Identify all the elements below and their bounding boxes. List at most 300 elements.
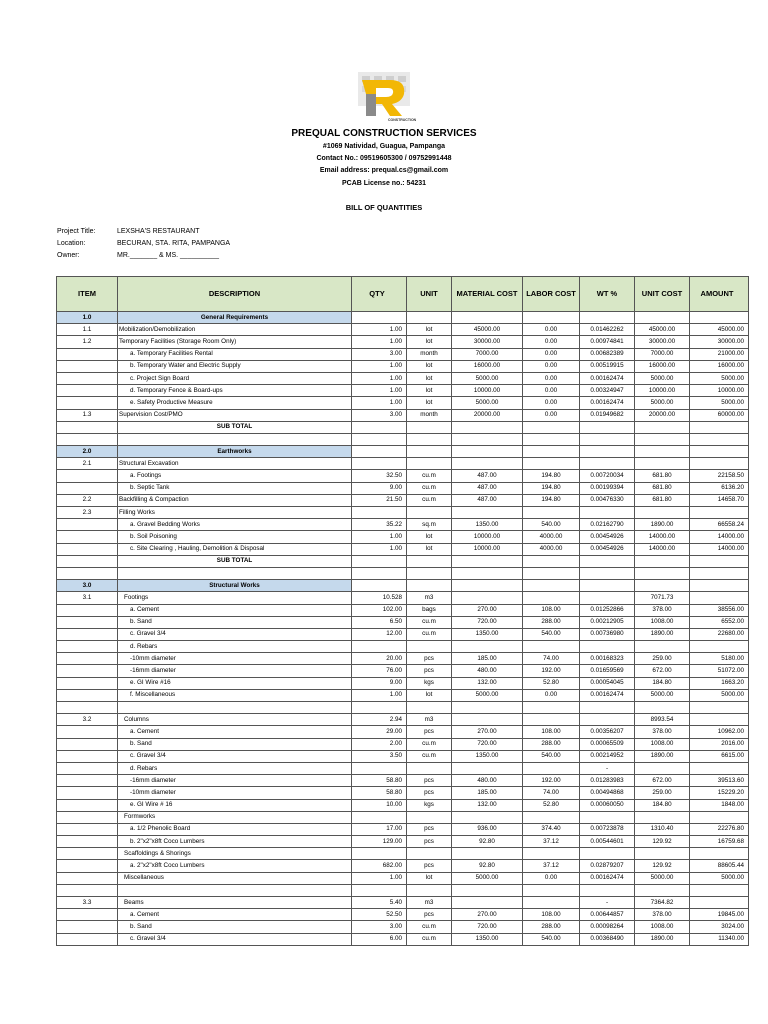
blank-row xyxy=(57,884,749,896)
description-cell: Supervision Cost/PMO xyxy=(118,409,352,421)
table-row xyxy=(57,933,749,945)
wt-percent-cell: 0.00720034 xyxy=(580,470,635,482)
amount-cell: 6136.20 xyxy=(690,482,749,494)
item-cell xyxy=(57,470,118,482)
unit-cell: cu.m xyxy=(407,628,452,640)
item-cell xyxy=(57,372,118,384)
amount-cell: 14000.00 xyxy=(690,543,749,555)
project-title-row xyxy=(57,228,200,235)
amount-cell xyxy=(690,884,749,896)
unit-cell: cu.m xyxy=(407,470,452,482)
unit-cell: pcs xyxy=(407,787,452,799)
material-cost-cell xyxy=(452,555,523,567)
unit-cell: cu.m xyxy=(407,750,452,762)
wt-percent-cell: 0.00356207 xyxy=(580,726,635,738)
unit-cost-cell: 1008.00 xyxy=(635,616,690,628)
wt-percent-cell xyxy=(580,421,635,433)
labor-cost-cell: 540.00 xyxy=(523,750,580,762)
qty-cell: 35.22 xyxy=(352,519,407,531)
labor-cost-cell: 194.80 xyxy=(523,470,580,482)
bill-of-quantities-table xyxy=(56,276,749,946)
wt-percent-cell xyxy=(580,507,635,519)
item-cell: 2.1 xyxy=(57,458,118,470)
project-owner-value: MR._______ & MS. __________ xyxy=(117,252,219,259)
material-cost-cell xyxy=(452,884,523,896)
description-cell: a. Footings xyxy=(118,470,352,482)
labor-cost-cell xyxy=(523,702,580,714)
material-cost-cell xyxy=(452,567,523,579)
qty-cell: 1.00 xyxy=(352,324,407,336)
description-cell: d. Temporary Fence & Board-ups xyxy=(118,385,352,397)
wt-percent-cell: 0.00212905 xyxy=(580,616,635,628)
description-cell: b. Temporary Water and Electric Supply xyxy=(118,360,352,372)
unit-cost-cell xyxy=(635,312,690,324)
amount-cell xyxy=(690,567,749,579)
item-cell: 3.3 xyxy=(57,897,118,909)
labor-cost-cell: 192.00 xyxy=(523,665,580,677)
qty-cell: 76.00 xyxy=(352,665,407,677)
material-cost-cell: 720.00 xyxy=(452,616,523,628)
unit-cost-cell: 129.92 xyxy=(635,860,690,872)
description-cell: e. GI Wire # 16 xyxy=(118,799,352,811)
amount-cell: 38556.00 xyxy=(690,604,749,616)
company-address: #1069 Natividad, Guagua, Pampanga xyxy=(322,143,446,150)
amount-cell: 3024.00 xyxy=(690,921,749,933)
unit-cost-cell: 378.00 xyxy=(635,726,690,738)
amount-cell xyxy=(690,507,749,519)
material-cost-cell: 5000.00 xyxy=(452,397,523,409)
material-cost-cell: 185.00 xyxy=(452,653,523,665)
qty-cell: 6.00 xyxy=(352,933,407,945)
unit-cell xyxy=(407,762,452,774)
unit-cell: m3 xyxy=(407,897,452,909)
unit-cost-cell xyxy=(635,458,690,470)
project-owner-label: Owner: xyxy=(57,252,80,259)
item-cell xyxy=(57,823,118,835)
header-item: ITEM xyxy=(57,277,118,312)
description-cell xyxy=(118,702,352,714)
item-cell xyxy=(57,884,118,896)
unit-cost-cell: 5000.00 xyxy=(635,372,690,384)
description-cell: a. 2"x2"x8ft Coco Lumbers xyxy=(118,860,352,872)
material-cost-cell xyxy=(452,702,523,714)
item-cell xyxy=(57,628,118,640)
amount-cell: 15229.20 xyxy=(690,787,749,799)
unit-cost-cell xyxy=(635,848,690,860)
labor-cost-cell: 0.00 xyxy=(523,348,580,360)
qty-cell: 12.00 xyxy=(352,628,407,640)
material-cost-cell: 45000.00 xyxy=(452,324,523,336)
section-row xyxy=(57,312,749,324)
description-cell: a. 1/2 Phenolic Board xyxy=(118,823,352,835)
unit-cost-cell: 681.80 xyxy=(635,482,690,494)
unit-cell: cu.m xyxy=(407,616,452,628)
unit-cost-cell xyxy=(635,567,690,579)
labor-cost-cell: 108.00 xyxy=(523,726,580,738)
wt-percent-cell: 0.00368490 xyxy=(580,933,635,945)
item-cell: 1.0 xyxy=(57,312,118,324)
unit-cost-cell: 129.92 xyxy=(635,836,690,848)
unit-cost-cell: 184.80 xyxy=(635,677,690,689)
amount-cell: 16759.68 xyxy=(690,836,749,848)
table-row xyxy=(57,787,749,799)
wt-percent-cell xyxy=(580,555,635,567)
amount-cell: 30000.00 xyxy=(690,336,749,348)
logo-text: CONSTRUCTION xyxy=(388,118,417,122)
description-cell: Mobilization/Demobilization xyxy=(118,324,352,336)
project-owner-row xyxy=(57,252,219,259)
unit-cost-cell: 681.80 xyxy=(635,494,690,506)
labor-cost-cell xyxy=(523,580,580,592)
project-title-label: Project Title: xyxy=(57,228,96,235)
item-cell xyxy=(57,616,118,628)
wt-percent-cell: 0.00644857 xyxy=(580,909,635,921)
unit-cell: pcs xyxy=(407,653,452,665)
material-cost-cell: 10000.00 xyxy=(452,543,523,555)
blank-row xyxy=(57,702,749,714)
material-cost-cell xyxy=(452,897,523,909)
qty-cell xyxy=(352,848,407,860)
material-cost-cell xyxy=(452,811,523,823)
wt-percent-cell xyxy=(580,446,635,458)
qty-cell: 21.50 xyxy=(352,494,407,506)
item-cell xyxy=(57,811,118,823)
unit-cost-cell: 8993.54 xyxy=(635,714,690,726)
unit-cell: pcs xyxy=(407,823,452,835)
item-cell xyxy=(57,799,118,811)
unit-cost-cell: 1890.00 xyxy=(635,628,690,640)
wt-percent-cell xyxy=(580,458,635,470)
unit-cell: month xyxy=(407,348,452,360)
unit-cell: m3 xyxy=(407,592,452,604)
amount-cell: 19845.00 xyxy=(690,909,749,921)
material-cost-cell: 20000.00 xyxy=(452,409,523,421)
item-cell xyxy=(57,860,118,872)
labor-cost-cell xyxy=(523,897,580,909)
table-row xyxy=(57,677,749,689)
wt-percent-cell: 0.00054045 xyxy=(580,677,635,689)
document-title: BILL OF QUANTITIES xyxy=(345,203,423,212)
labor-cost-cell xyxy=(523,762,580,774)
item-cell xyxy=(57,360,118,372)
amount-cell xyxy=(690,458,749,470)
description-cell: d. Rebars xyxy=(118,762,352,774)
table-row xyxy=(57,726,749,738)
material-cost-cell: 185.00 xyxy=(452,787,523,799)
labor-cost-cell: 0.00 xyxy=(523,409,580,421)
subtotal-row xyxy=(57,555,749,567)
description-cell: e. GI Wire #16 xyxy=(118,677,352,689)
amount-cell: 39513.60 xyxy=(690,775,749,787)
labor-cost-cell: 37.12 xyxy=(523,860,580,872)
amount-cell: 5000.00 xyxy=(690,397,749,409)
material-cost-cell: 10000.00 xyxy=(452,385,523,397)
material-cost-cell xyxy=(452,507,523,519)
material-cost-cell: 10000.00 xyxy=(452,531,523,543)
unit-cost-cell: 672.00 xyxy=(635,775,690,787)
item-cell xyxy=(57,689,118,701)
company-license: PCAB License no.: 54231 xyxy=(341,180,427,187)
unit-cell: pcs xyxy=(407,665,452,677)
material-cost-cell: 5000.00 xyxy=(452,872,523,884)
amount-cell: 5000.00 xyxy=(690,872,749,884)
labor-cost-cell xyxy=(523,458,580,470)
description-cell: a. Cement xyxy=(118,604,352,616)
amount-cell xyxy=(690,811,749,823)
header-description: DESCRIPTION xyxy=(118,277,352,312)
header-labor-cost: LABOR COST xyxy=(523,277,580,312)
qty-cell: 1.00 xyxy=(352,397,407,409)
item-cell xyxy=(57,921,118,933)
table-row xyxy=(57,641,749,653)
item-cell xyxy=(57,385,118,397)
material-cost-cell xyxy=(452,580,523,592)
table-row xyxy=(57,360,749,372)
wt-percent-cell: 0.01462262 xyxy=(580,324,635,336)
table-row xyxy=(57,897,749,909)
description-cell: Scaffoldings & Shorings xyxy=(118,848,352,860)
header-material-cost: MATERIAL COST xyxy=(452,277,523,312)
unit-cell: lot xyxy=(407,360,452,372)
wt-percent-cell: 0.00162474 xyxy=(580,372,635,384)
wt-percent-cell xyxy=(580,702,635,714)
unit-cost-cell: 259.00 xyxy=(635,787,690,799)
unit-cost-cell xyxy=(635,641,690,653)
amount-cell: 88605.44 xyxy=(690,860,749,872)
description-cell: Formworks xyxy=(118,811,352,823)
qty-cell: 29.00 xyxy=(352,726,407,738)
wt-percent-cell: 0.00494868 xyxy=(580,787,635,799)
material-cost-cell: 480.00 xyxy=(452,775,523,787)
material-cost-cell xyxy=(452,421,523,433)
amount-cell: 6552.00 xyxy=(690,616,749,628)
unit-cost-cell: 259.00 xyxy=(635,653,690,665)
material-cost-cell xyxy=(452,641,523,653)
amount-cell xyxy=(690,555,749,567)
labor-cost-cell xyxy=(523,446,580,458)
qty-cell: 2.94 xyxy=(352,714,407,726)
wt-percent-cell xyxy=(580,580,635,592)
unit-cell: cu.m xyxy=(407,494,452,506)
description-cell: -16mm diameter xyxy=(118,665,352,677)
description-cell: SUB TOTAL xyxy=(118,555,352,567)
unit-cost-cell: 45000.00 xyxy=(635,324,690,336)
qty-cell: 1.00 xyxy=(352,360,407,372)
item-cell: 2.3 xyxy=(57,507,118,519)
unit-cell: m3 xyxy=(407,714,452,726)
qty-cell: 10.00 xyxy=(352,799,407,811)
description-cell: Filling Works xyxy=(118,507,352,519)
project-location-label: Location: xyxy=(57,240,86,247)
item-cell: 3.1 xyxy=(57,592,118,604)
labor-cost-cell: 52.80 xyxy=(523,799,580,811)
amount-cell: 60000.00 xyxy=(690,409,749,421)
item-cell: 1.3 xyxy=(57,409,118,421)
item-cell: 1.1 xyxy=(57,324,118,336)
labor-cost-cell xyxy=(523,555,580,567)
labor-cost-cell: 540.00 xyxy=(523,628,580,640)
item-cell xyxy=(57,836,118,848)
labor-cost-cell: 0.00 xyxy=(523,872,580,884)
qty-cell xyxy=(352,811,407,823)
wt-percent-cell: 0.00065509 xyxy=(580,738,635,750)
labor-cost-cell xyxy=(523,884,580,896)
table-row xyxy=(57,811,749,823)
amount-cell: 14000.00 xyxy=(690,531,749,543)
item-cell xyxy=(57,604,118,616)
labor-cost-cell: 0.00 xyxy=(523,324,580,336)
labor-cost-cell: 288.00 xyxy=(523,616,580,628)
unit-cost-cell xyxy=(635,762,690,774)
labor-cost-cell: 4000.00 xyxy=(523,531,580,543)
description-cell: c. Gravel 3/4 xyxy=(118,750,352,762)
labor-cost-cell: 194.80 xyxy=(523,494,580,506)
item-cell xyxy=(57,872,118,884)
amount-cell xyxy=(690,897,749,909)
material-cost-cell: 5000.00 xyxy=(452,689,523,701)
labor-cost-cell: 0.00 xyxy=(523,397,580,409)
labor-cost-cell xyxy=(523,811,580,823)
description-cell: c. Site Clearing , Hauling, Demolition & Disposal xyxy=(118,543,352,555)
wt-percent-cell: 0.02879207 xyxy=(580,860,635,872)
item-cell xyxy=(57,665,118,677)
wt-percent-cell xyxy=(580,567,635,579)
unit-cost-cell xyxy=(635,446,690,458)
description-cell xyxy=(118,884,352,896)
unit-cost-cell xyxy=(635,555,690,567)
material-cost-cell: 92.80 xyxy=(452,860,523,872)
item-cell xyxy=(57,750,118,762)
unit-cell: cu.m xyxy=(407,921,452,933)
labor-cost-cell xyxy=(523,507,580,519)
unit-cell xyxy=(407,884,452,896)
qty-cell xyxy=(352,580,407,592)
unit-cell xyxy=(407,312,452,324)
amount-cell: 16000.00 xyxy=(690,360,749,372)
unit-cell xyxy=(407,567,452,579)
header-unit-cost: UNIT COST xyxy=(635,277,690,312)
labor-cost-cell: 37.12 xyxy=(523,836,580,848)
material-cost-cell: 5000.00 xyxy=(452,372,523,384)
item-cell xyxy=(57,848,118,860)
material-cost-cell: 132.00 xyxy=(452,799,523,811)
qty-cell: 20.00 xyxy=(352,653,407,665)
section-row xyxy=(57,580,749,592)
item-cell xyxy=(57,348,118,360)
item-cell xyxy=(57,933,118,945)
project-location-row xyxy=(57,240,230,247)
table-row xyxy=(57,324,749,336)
table-row xyxy=(57,519,749,531)
qty-cell: 1.00 xyxy=(352,689,407,701)
wt-percent-cell: 0.00162474 xyxy=(580,689,635,701)
item-cell: 2.2 xyxy=(57,494,118,506)
item-cell xyxy=(57,567,118,579)
amount-cell xyxy=(690,702,749,714)
description-cell: b. Sand xyxy=(118,921,352,933)
unit-cost-cell: 5000.00 xyxy=(635,872,690,884)
material-cost-cell: 1350.00 xyxy=(452,933,523,945)
labor-cost-cell: 288.00 xyxy=(523,738,580,750)
description-cell: -16mm diameter xyxy=(118,775,352,787)
table-row xyxy=(57,531,749,543)
description-cell: c. Gravel 3/4 xyxy=(118,933,352,945)
labor-cost-cell xyxy=(523,421,580,433)
unit-cell: cu.m xyxy=(407,482,452,494)
wt-percent-cell xyxy=(580,592,635,604)
labor-cost-cell: 374.40 xyxy=(523,823,580,835)
unit-cost-cell: 14000.00 xyxy=(635,543,690,555)
item-cell: 3.2 xyxy=(57,714,118,726)
unit-cost-cell xyxy=(635,702,690,714)
unit-cell: lot xyxy=(407,689,452,701)
wt-percent-cell xyxy=(580,811,635,823)
unit-cell: sq.m xyxy=(407,519,452,531)
qty-cell xyxy=(352,641,407,653)
description-cell: Backfilling & Compaction xyxy=(118,494,352,506)
material-cost-cell: 720.00 xyxy=(452,921,523,933)
wt-percent-cell xyxy=(580,312,635,324)
qty-cell xyxy=(352,446,407,458)
table-row xyxy=(57,750,749,762)
labor-cost-cell xyxy=(523,433,580,445)
amount-cell xyxy=(690,312,749,324)
material-cost-cell: 270.00 xyxy=(452,909,523,921)
wt-percent-cell: 0.00162474 xyxy=(580,872,635,884)
blank-row xyxy=(57,433,749,445)
wt-percent-cell: 0.00324947 xyxy=(580,385,635,397)
description-cell: Footings xyxy=(118,592,352,604)
qty-cell: 9.00 xyxy=(352,677,407,689)
wt-percent-cell: 0.00454926 xyxy=(580,543,635,555)
material-cost-cell: 7000.00 xyxy=(452,348,523,360)
material-cost-cell: 92.80 xyxy=(452,836,523,848)
header-unit: UNIT xyxy=(407,277,452,312)
description-cell: Structural Works xyxy=(118,580,352,592)
unit-cost-cell: 7071.73 xyxy=(635,592,690,604)
labor-cost-cell: 540.00 xyxy=(523,519,580,531)
amount-cell: 5180.00 xyxy=(690,653,749,665)
item-cell xyxy=(57,762,118,774)
wt-percent-cell: 0.00162474 xyxy=(580,397,635,409)
company-contact: Contact No.: 09519605300 / 09752991448 xyxy=(316,155,452,162)
unit-cost-cell: 378.00 xyxy=(635,604,690,616)
description-cell: -10mm diameter xyxy=(118,787,352,799)
item-cell xyxy=(57,397,118,409)
labor-cost-cell xyxy=(523,714,580,726)
qty-cell xyxy=(352,567,407,579)
description-cell: c. Project Sign Board xyxy=(118,372,352,384)
unit-cost-cell: 10000.00 xyxy=(635,385,690,397)
material-cost-cell xyxy=(452,714,523,726)
wt-percent-cell: 0.00098264 xyxy=(580,921,635,933)
amount-cell: 22158.50 xyxy=(690,470,749,482)
unit-cell xyxy=(407,848,452,860)
material-cost-cell: 132.00 xyxy=(452,677,523,689)
qty-cell xyxy=(352,762,407,774)
amount-cell xyxy=(690,580,749,592)
amount-cell xyxy=(690,433,749,445)
qty-cell: 3.00 xyxy=(352,409,407,421)
table-row xyxy=(57,397,749,409)
description-cell: a. Temporary Facilities Rental xyxy=(118,348,352,360)
item-cell xyxy=(57,702,118,714)
wt-percent-cell xyxy=(580,641,635,653)
unit-cell: lot xyxy=(407,397,452,409)
description-cell: -10mm diameter xyxy=(118,653,352,665)
wt-percent-cell: 0.00723878 xyxy=(580,823,635,835)
description-cell: b. 2"x2"x8ft Coco Lumbers xyxy=(118,836,352,848)
